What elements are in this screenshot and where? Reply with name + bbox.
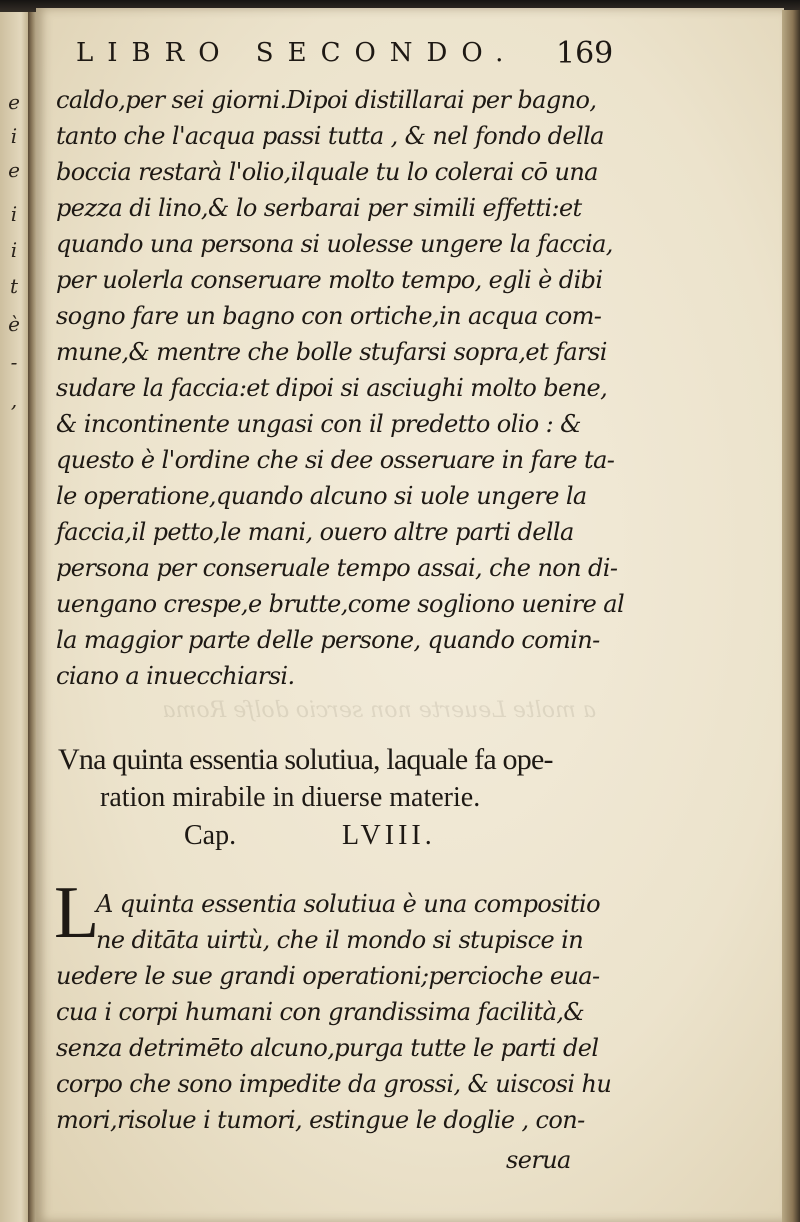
text-line: persona per conseruale tempo assai, che non di- [56, 554, 618, 582]
chapter-number: LVIII. [342, 820, 436, 851]
chapter-title-line-2: ration mirabile in diuerse materie. [100, 782, 481, 813]
text-line: corpo che sono impedite da grossi, & uiscosi hu [56, 1070, 612, 1098]
text-line: tanto che l'acqua passi tutta , & nel fondo della [56, 122, 604, 150]
drop-capital: L [54, 872, 100, 954]
text-line: boccia restarà l'olio,ilquale tu lo colerai cō una [56, 158, 598, 186]
text-line: uengano crespe,e brutte,come sogliono uenire al [56, 590, 625, 618]
text-line: questo è l'ordine che si dee osseruare in fare ta- [56, 446, 615, 474]
margin-glyph: i [10, 124, 18, 148]
chapter-title-line-1: Vna quinta essentia solutiua, laquale fa ope- [58, 743, 553, 776]
catchword: serua [506, 1146, 571, 1174]
text-line: sudare la faccia:et dipoi si asciughi molto bene, [56, 374, 608, 402]
text-line: A quinta essentia solutiua è una compositio [96, 890, 600, 918]
book-page [36, 8, 784, 1222]
text-line: faccia,il petto,le mani, ouero altre parti della [56, 518, 574, 546]
margin-glyph: t [9, 274, 19, 298]
text-line: cua i corpi humani con grandissima facilità,& [56, 998, 585, 1026]
text-line: uedere le sue grandi operationi;percioche eua- [56, 962, 600, 990]
text-line: & incontinente ungasi con il predetto olio : & [56, 410, 581, 438]
margin-glyph: - [10, 350, 18, 374]
margin-glyph: e [8, 158, 20, 182]
page-fore-edge [782, 10, 800, 1222]
text-line: ciano a inuecchiarsi. [56, 662, 295, 690]
text-line: senza detrimēto alcuno,purga tutte le parti del [56, 1034, 599, 1062]
text-line: mori,risolue i tumori, estingue le doglie , con- [56, 1106, 585, 1134]
text-line: pezza di lino,& lo serbarai per simili effetti:et [56, 194, 582, 222]
text-line: mune,& mentre che bolle stufarsi sopra,et farsi [56, 338, 607, 366]
show-through-ink: a molte Leuerte non sercio dolfe Roma [162, 698, 596, 723]
text-line: le operatione,quando alcuno si uole ungere la [56, 482, 587, 510]
margin-glyph: e [8, 90, 20, 114]
page-number: 169 [556, 36, 614, 71]
text-line: caldo,per sei giorni.Dipoi distillarai per bagno, [56, 86, 597, 114]
text-line: sogno fare un bagno con ortiche,in acqua com- [56, 302, 602, 330]
margin-glyph: , [10, 388, 18, 412]
chapter-label: Cap. [184, 820, 237, 851]
facing-page-edge [0, 12, 30, 1222]
text-line: per uolerla conseruare molto tempo, egli è dibi [56, 266, 603, 294]
text-line: ne ditāta uirtù, che il mondo si stupisce in [96, 926, 584, 954]
margin-glyph: i [10, 238, 18, 262]
margin-glyph: i [10, 202, 18, 226]
running-title: LIBRO SECONDO. [76, 38, 518, 68]
margin-glyph: è [8, 312, 20, 336]
text-line: la maggior parte delle persone, quando comin- [56, 626, 600, 654]
text-line: quando una persona si uolesse ungere la faccia, [56, 230, 613, 258]
